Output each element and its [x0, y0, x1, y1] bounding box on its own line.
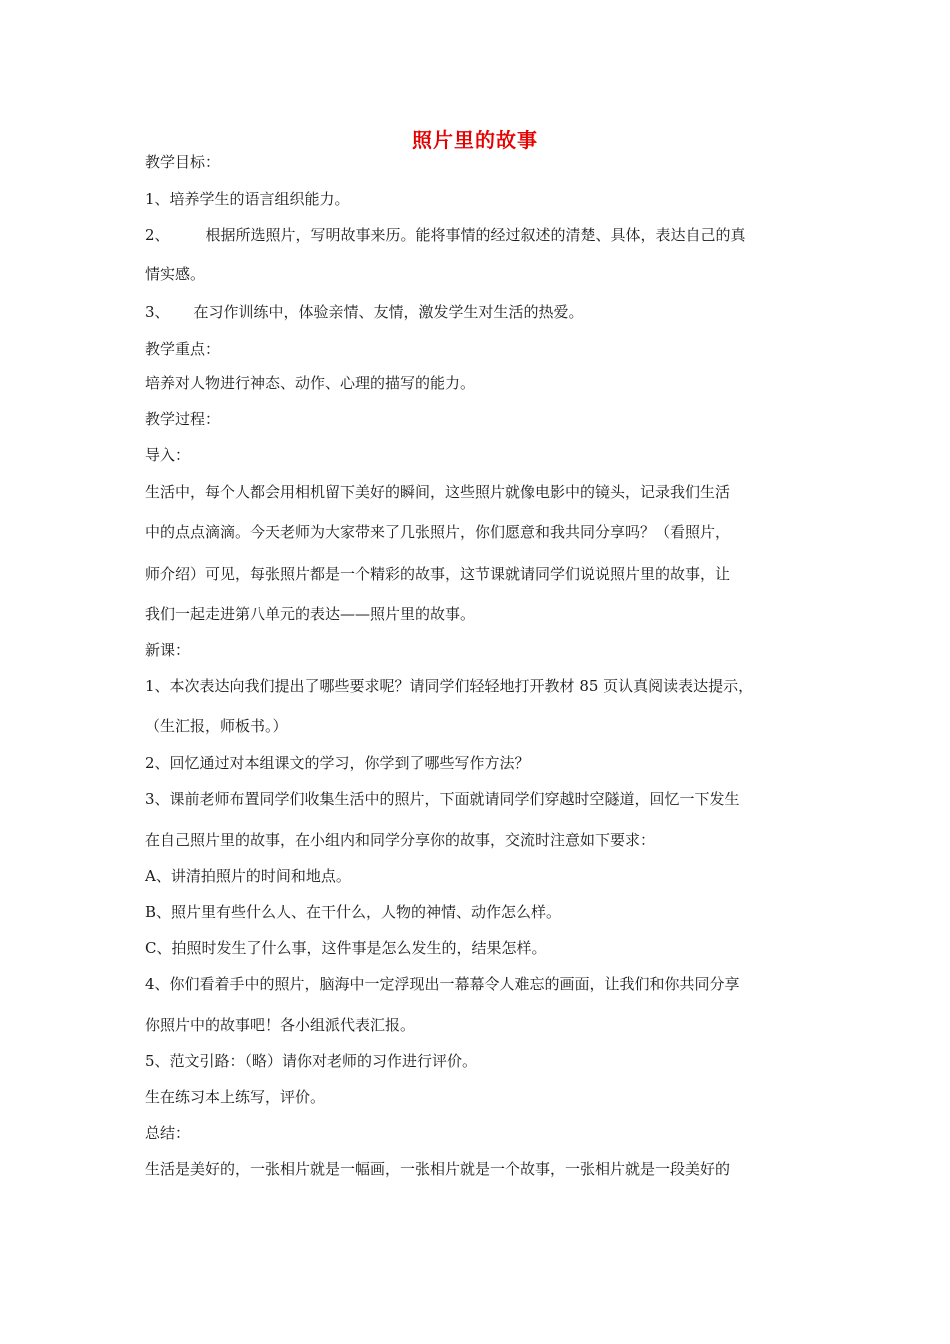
paragraph-line: 生活中，每个人都会用相机留下美好的瞬间，这些照片就像电影中的镜头，记录我们生活 [145, 483, 731, 501]
paragraph-line: （生汇报，师板书。） [145, 717, 288, 735]
heading-teaching-process: 教学过程： [145, 410, 221, 428]
paragraph-line: 1、培养学生的语言组织能力。 [145, 190, 350, 208]
paragraph-line: 你照片中的故事吧！各小组派代表汇报。 [145, 1016, 416, 1034]
paragraph-line: 5、范文引路：（略）请你对老师的习作进行评价。 [145, 1052, 478, 1070]
heading-summary: 总结： [145, 1124, 191, 1142]
paragraph-line: 我们一起走进第八单元的表达——照片里的故事。 [145, 605, 476, 623]
document-title: 照片里的故事 [412, 128, 538, 152]
paragraph-line: 情实感。 [145, 265, 206, 283]
list-item: A、讲清拍照片的时间和地点。 [145, 867, 351, 885]
paragraph-line: 2、 根据所选照片，写明故事来历。能将事情的经过叙述的清楚、具体，表达自己的真 [145, 226, 746, 244]
paragraph-line: 生活是美好的，一张相片就是一幅画，一张相片就是一个故事，一张相片就是一段美好的 [145, 1160, 731, 1178]
list-item: C、拍照时发生了什么事，这件事是怎么发生的，结果怎样。 [145, 939, 547, 957]
heading-introduction: 导入： [145, 446, 191, 464]
heading-key-points: 教学重点： [145, 340, 221, 358]
paragraph-line: 3、 在习作训练中，体验亲情、友情，激发学生对生活的热爱。 [145, 303, 584, 321]
paragraph-line: 4、你们看着手中的照片，脑海中一定浮现出一幕幕令人难忘的画面，让我们和你共同分享 [145, 975, 740, 993]
paragraph-line: 师介绍）可见，每张照片都是一个精彩的故事，这节课就请同学们说说照片里的故事，让 [145, 565, 731, 583]
paragraph-line: 生在练习本上练写，评价。 [145, 1088, 326, 1106]
heading-new-lesson: 新课： [145, 641, 191, 659]
paragraph-line: 中的点点滴滴。今天老师为大家带来了几张照片，你们愿意和我共同分享吗？（看照片， [145, 523, 731, 541]
heading-teaching-goals: 教学目标： [145, 153, 221, 171]
paragraph-line: 在自己照片里的故事，在小组内和同学分享你的故事，交流时注意如下要求： [145, 831, 656, 849]
paragraph-line: 1、本次表达向我们提出了哪些要求呢？请同学们轻轻地打开教材 85 页认真阅读表达提示， [145, 677, 754, 695]
paragraph-line: 3、课前老师布置同学们收集生活中的照片，下面就请同学们穿越时空隧道，回忆一下发生 [145, 790, 740, 808]
paragraph-line: 2、回忆通过对本组课文的学习，你学到了哪些写作方法？ [145, 754, 530, 772]
list-item: B、照片里有些什么人、在干什么，人物的神情、动作怎么样。 [145, 903, 562, 921]
paragraph-line: 培养对人物进行神态、动作、心理的描写的能力。 [145, 374, 476, 392]
